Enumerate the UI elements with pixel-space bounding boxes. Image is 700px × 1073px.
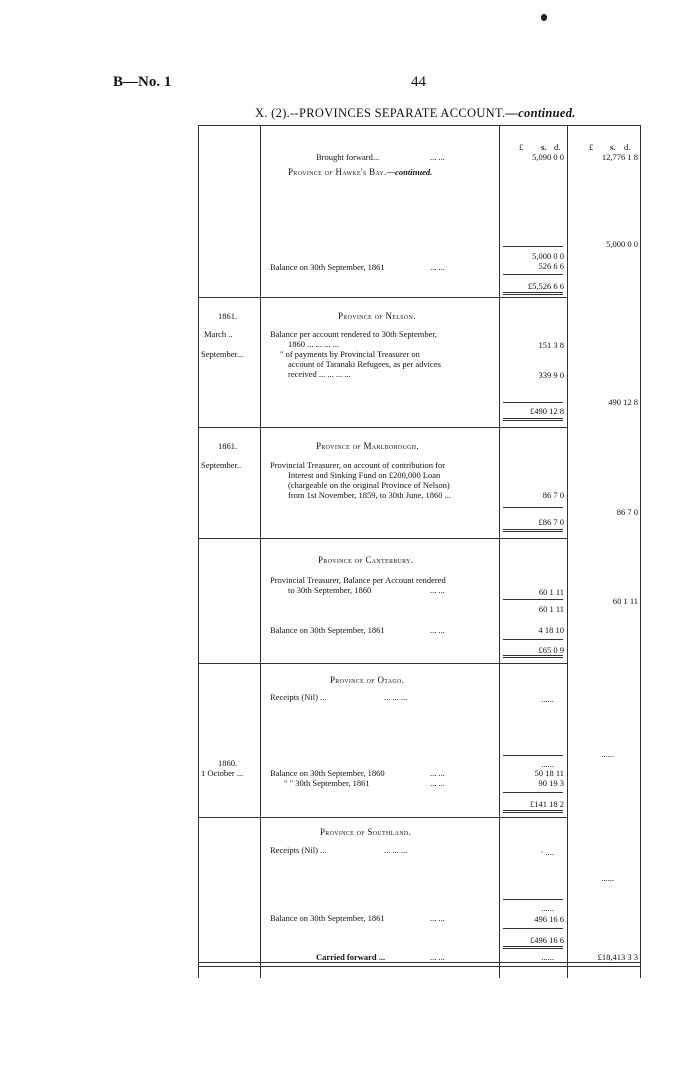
otago-total: £141 18 2 [530, 799, 564, 809]
sum-rule [503, 639, 563, 640]
southland-total: £496 16 6 [530, 935, 564, 945]
mid-col-divider [499, 125, 500, 978]
double-rule [503, 812, 563, 813]
sum-rule [503, 792, 563, 793]
section-title-canterbury: Province of Canterbury. [318, 555, 414, 565]
section-divider [198, 663, 567, 664]
carried-forward-mid: ...... [541, 952, 554, 962]
double-rule [503, 420, 563, 421]
table-top-border [198, 125, 640, 126]
sum-rule [503, 755, 563, 756]
marlborough-line-1: Provincial Treasurer, on account of contribution for [270, 460, 446, 470]
hawkes-bay-balance-label: Balance on 30th September, 1861 [270, 262, 385, 272]
nelson-amount-1: 151 3 8 [538, 340, 564, 350]
brought-forward-total: 12,776 1 8 [601, 152, 638, 162]
leader-dots: ... ... [430, 262, 445, 272]
leader-dots: ... ... [430, 952, 445, 962]
nelson-month-1: March .. [204, 329, 233, 339]
leader-dots: ... ... [430, 768, 445, 778]
nelson-line-3: " of payments by Provincial Treasurer on [280, 349, 420, 359]
double-rule [503, 657, 563, 658]
double-rule [503, 946, 563, 947]
carried-forward-total: £18,413 3 3 [597, 952, 638, 962]
marlborough-line-4: from 1st November, 1859, to 30th June, 1860 ... [288, 490, 452, 500]
otago-amount-1: 50 18 11 [534, 768, 564, 778]
nelson-line-4: account of Taranaki Refugees, as per advices [288, 359, 441, 369]
southland-sum-dots: ...... [541, 903, 554, 913]
southland-receipts-label: Receipts (Nil) ... [270, 845, 327, 855]
marlborough-line-2: Interest and Sinking Fund on £200,000 Loan [288, 470, 441, 480]
canterbury-right-total: 60 1 11 [612, 596, 638, 606]
right-col-divider [567, 125, 568, 978]
leader-dots: ... ... [430, 625, 445, 635]
leader-dots: ... ... [430, 913, 445, 923]
double-rule [503, 655, 563, 656]
nelson-year: 1861. [218, 311, 238, 321]
mid-col-shilling-header: s. [541, 142, 547, 152]
canterbury-total: £65 0 9 [538, 645, 564, 655]
section-title-marlborough: Province of Marlborough. [316, 441, 419, 451]
double-rule [503, 529, 563, 530]
leader-dots: ... ... ... [384, 692, 408, 702]
title-suffix: —continued. [505, 106, 576, 120]
sum-rule [503, 599, 563, 600]
marlborough-month: September.. [201, 460, 242, 470]
sum-rule [503, 246, 563, 247]
brought-forward-amount: 5,090 0 0 [532, 152, 564, 162]
date-col-divider [260, 125, 261, 978]
canterbury-amount: 60 1 11 [538, 587, 564, 597]
marlborough-line-3: (chargeable on the original Province of Nelson) [288, 480, 450, 490]
hawkes-bay-balance-amount: 526 6 6 [538, 261, 564, 271]
double-rule [503, 531, 563, 532]
sum-rule [503, 507, 563, 508]
right-col-shilling-header: s. [610, 142, 616, 152]
section-divider [198, 538, 567, 539]
southland-receipts-amount: · .... [540, 847, 554, 857]
table-bottom-border-2 [198, 966, 640, 967]
section-divider [198, 427, 567, 428]
nelson-right-total: 490 12 8 [608, 397, 638, 407]
sum-rule [503, 274, 563, 275]
otago-sum-dots: ...... [541, 759, 554, 769]
double-rule [503, 810, 563, 811]
otago-right-dots: ...... [601, 749, 614, 759]
marlborough-right-total: 86 7 0 [616, 507, 638, 517]
canterbury-line-1: Provincial Treasurer, Balance per Account rendered [270, 575, 446, 585]
section-divider [198, 297, 567, 298]
hawkes-bay-right-total: 5,000 0 0 [606, 239, 638, 249]
otago-amount-2: 90 19 3 [538, 778, 564, 788]
leader-dots: ... ... ... [384, 845, 408, 855]
hawkes-bay-total: £5,526 6 6 [527, 281, 564, 291]
sum-rule [503, 899, 563, 900]
section-title-nelson: Province of Nelson. [338, 311, 416, 321]
table-left-border [198, 125, 199, 978]
nelson-amount-2: 339 9 0 [538, 370, 564, 380]
marlborough-total: £86 7 0 [538, 517, 564, 527]
page-number: 44 [411, 74, 426, 90]
marlborough-amount: 86 7 0 [542, 490, 564, 500]
page-title [255, 106, 576, 121]
otago-receipts-amount: ...... [541, 694, 554, 704]
nelson-line-1: Balance per account rendered to 30th September, [270, 329, 437, 339]
document-reference: B—No. 1 [113, 74, 172, 90]
table-right-border [640, 125, 641, 978]
mid-col-pound-header: £ [519, 142, 524, 152]
canterbury-line-2: to 30th September, 1860 [288, 585, 372, 595]
mid-col-pence-header: d. [554, 142, 561, 152]
canterbury-balance-amount: 4 18 10 [538, 625, 564, 635]
otago-balance-1860: Balance on 30th September, 1860 [270, 768, 385, 778]
leader-dots: ... ... [430, 585, 445, 595]
title-main: X. (2).--PROVINCES SEPARATE ACCOUNT. [255, 106, 506, 120]
leader-dots: ... ... [430, 778, 445, 788]
otago-receipts-label: Receipts (Nil) ... [270, 692, 327, 702]
canterbury-sum: 60 1 11 [538, 604, 564, 614]
southland-balance-amount: 496 16 6 [534, 914, 564, 924]
otago-date: 1 October ... [201, 768, 244, 778]
nelson-line-5: received ... ... ... ... [288, 369, 351, 379]
sum-rule [503, 928, 563, 929]
double-rule [503, 418, 563, 419]
double-rule [503, 294, 563, 295]
table-bottom-border [198, 962, 640, 963]
nelson-line-2: 1860 ... ... ... ... [288, 339, 339, 349]
double-rule [503, 292, 563, 293]
southland-balance-label: Balance on 30th September, 1861 [270, 913, 385, 923]
right-col-pound-header: £ [589, 142, 594, 152]
leader-dots: ... ... [430, 152, 445, 162]
marlborough-year: 1861. [218, 441, 238, 451]
hawkes-bay-title: Province of Hawke's Bay. [288, 167, 387, 177]
section-title-southland: Province of Southland. [320, 827, 412, 837]
hawkes-bay-sum: 5,000 0 0 [532, 251, 564, 261]
otago-year: 1860. [218, 758, 238, 768]
otago-balance-1861: " " 30th September, 1861 [284, 778, 370, 788]
section-divider [198, 817, 567, 818]
right-col-pence-header: d. [624, 142, 631, 152]
section-title-otago: Province of Otago. [330, 675, 405, 685]
ink-mark [541, 14, 547, 21]
nelson-month-2: September... [201, 349, 244, 359]
canterbury-balance-label: Balance on 30th September, 1861 [270, 625, 385, 635]
carried-forward-label: Carried forward ... [316, 952, 386, 962]
hawkes-bay-title-cont: —continued. [386, 167, 433, 177]
southland-right-dots: ...... [601, 873, 614, 883]
sum-rule [503, 402, 563, 403]
brought-forward-label: Brought forward... [316, 152, 380, 162]
nelson-total: £490 12 8 [530, 406, 564, 416]
double-rule [503, 948, 563, 949]
section-title-hawkes-bay [288, 162, 432, 180]
